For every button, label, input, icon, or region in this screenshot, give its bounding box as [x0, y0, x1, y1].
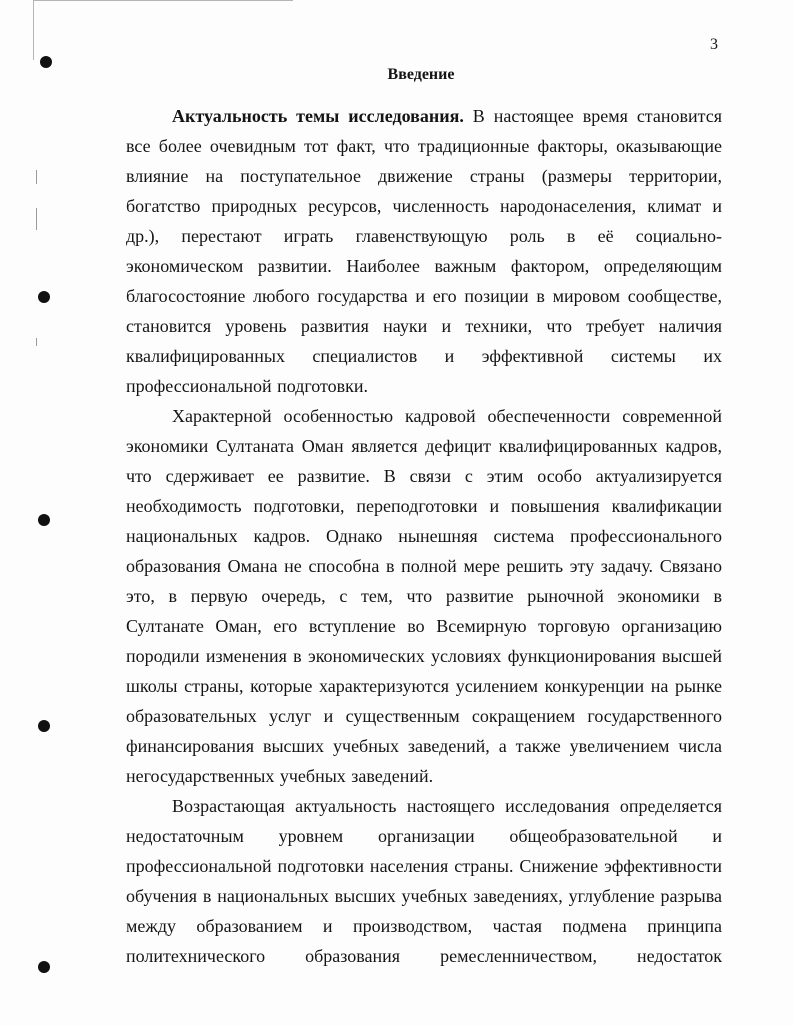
paragraph-3: Возрастающая актуальность настоящего исследования определяется недостаточным уровнем организации общеобразовательной и профессиональной подготовки населения страны. Снижение эффективности обучения в национальных высших учебных заведениях, углубление разрыва между образованием и производством, частая подмена принципа политехнического образования ремесленничеством, недостаток — [126, 796, 722, 966]
paragraph-2: Характерной особенностью кадровой обеспеченности современной экономики Султаната Оман является дефицит квалифицированных кадров, что сдерживает ее развитие. В связи с этим особо актуализируется необходимость подготовки, переподготовки и повышения квалификации национальных кадров. Однако нынешняя система профессионального образования Омана не способна в полной мере решить эту задачу. Связано это, в первую очередь, с тем, что развитие рыночной экономики в Султанате Оман, его вступление во Всемирную торговую организацию породили изменения в экономических условиях функционирования высшей школы страны, которые характеризуются усилением конкуренции на рынке образовательных услуг и существенным сокращением государственного финансирования высших учебных заведений, а также увеличением числа негосударственных учебных заведений. — [126, 406, 722, 786]
body-text — [126, 101, 722, 971]
page-title: Введение — [387, 66, 455, 83]
scan-top-edge-line — [33, 0, 293, 1]
paragraph-1-text: В настоящее время становится все более очевидным тот факт, что традиционные факторы, оказывающие влияние на поступательное движение страны (размеры территории, богатство природных ресурсов, численность народонаселения, климат и др.), перестают играть главенствующую роль в её социально-экономическом развитии. Наиболее важным фактором, определяющим благосостояние любого государства и его позиции в мировом сообществе, становится уровень развития науки и техники, что требует наличия квалифицированных специалистов и эффективной системы их профессиональной подготовки. — [126, 106, 722, 396]
scan-edge-line — [33, 0, 34, 60]
punch-hole — [38, 961, 50, 973]
page-number: 3 — [710, 36, 718, 53]
paragraph-1-lead: Актуальность темы исследования. — [172, 106, 464, 126]
punch-hole — [38, 720, 50, 732]
punch-hole — [38, 291, 50, 303]
paragraph-1 — [126, 101, 722, 401]
scan-mark — [36, 338, 37, 346]
punch-hole — [38, 514, 50, 526]
scan-mark — [36, 208, 37, 230]
scan-mark — [36, 170, 37, 184]
